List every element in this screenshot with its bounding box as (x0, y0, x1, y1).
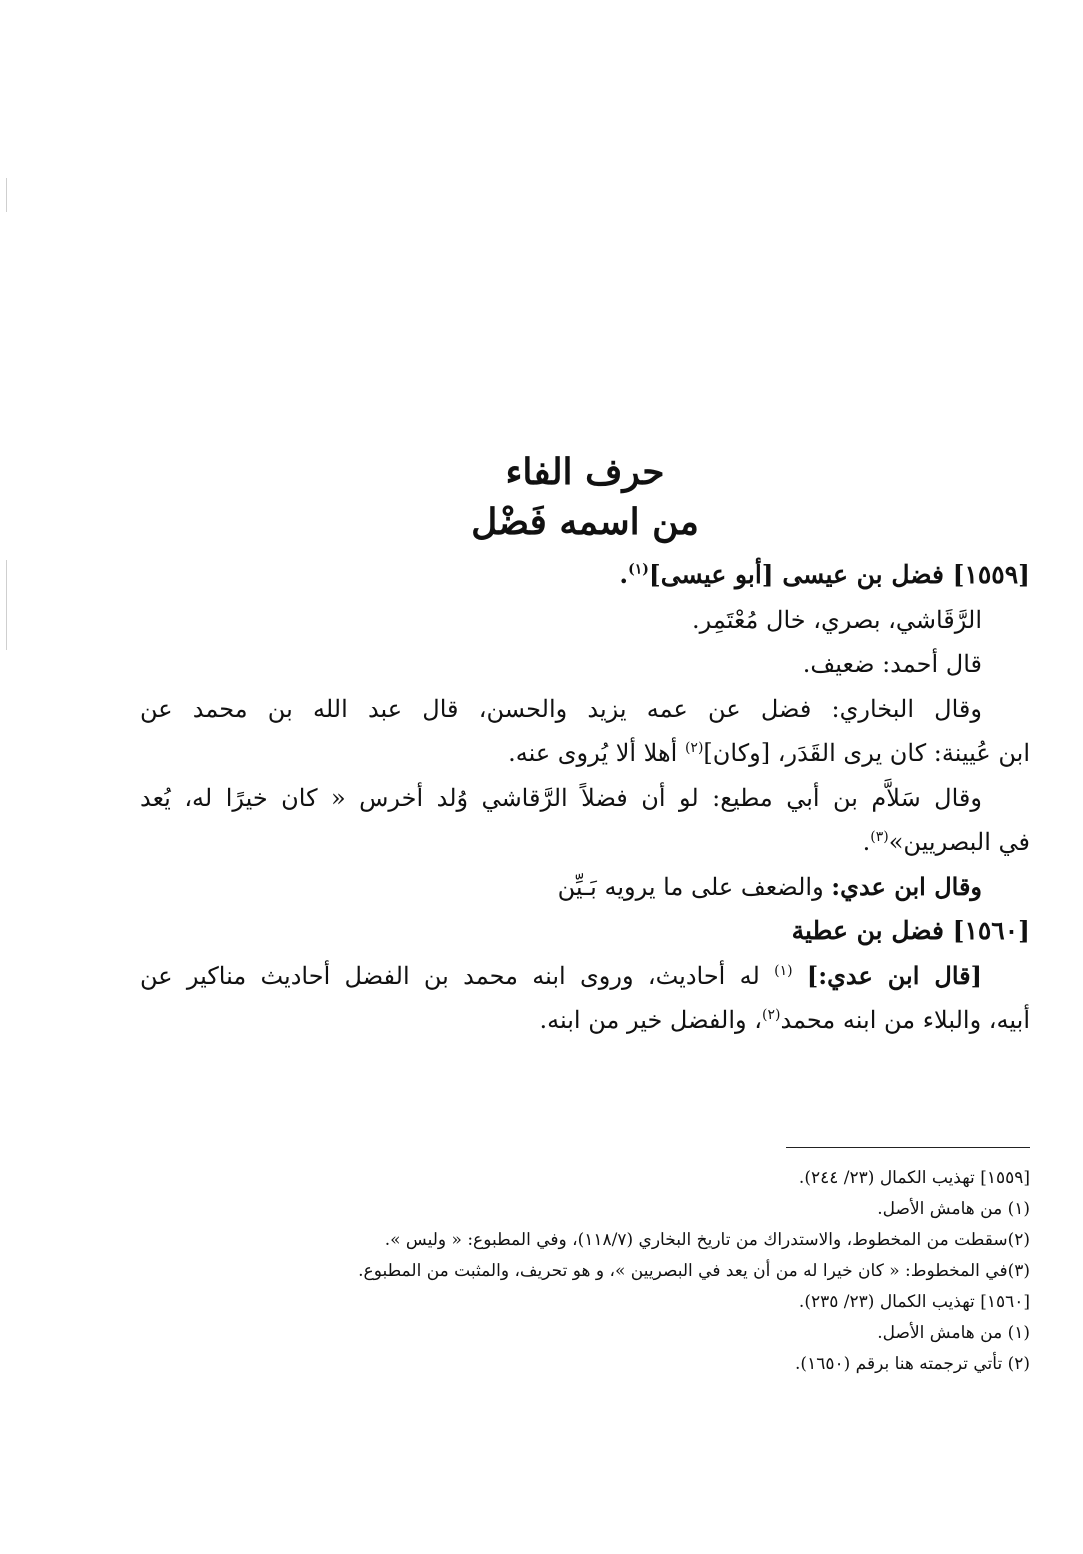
entry-line: قال أحمد: ضعيف. (802, 650, 982, 678)
footnote-ref: (٢) (761, 1007, 781, 1023)
footnote-ref: (٢) (684, 740, 704, 756)
paragraph-text: أهلا ألا يُروى عنه. (508, 739, 685, 767)
footnote: (١) من هامش الأصل. (877, 1199, 1030, 1219)
chapter-title: حرف الفاء (505, 451, 665, 493)
paragraph-line: وقال سَلاَّم بن أبي مطيع: لو أن فضلاً الرَّقاشي وُلد أخرس « كان خيرًا له، يُعد (140, 783, 982, 812)
paragraph-text: أبيه، والبلاء من ابنه محمد (780, 1006, 1030, 1034)
footnote: (٣)في المخطوط: « كان خيرا له من أن يعد في البصريين »، و هو تحريف، والمثبت من المطبوع. (358, 1261, 1030, 1281)
paragraph-text: ابن عُيينة: كان يرى القَدَر، [وكان] (703, 739, 1030, 767)
chapter-subtitle: من اسمه فَضْل (471, 501, 699, 543)
footnote: [١٥٥٩] تهذيب الكمال (٢٣/ ٢٤٤). (798, 1168, 1030, 1188)
footnote-ref: (١) (774, 962, 793, 979)
book-page (140, 0, 1030, 1554)
paragraph-line (140, 820, 1030, 865)
footnote: (١) من هامش الأصل. (877, 1323, 1030, 1343)
footnote-ref: (١) (628, 561, 649, 578)
footnote: (٢) تأتي ترجمته هنا برقم (١٦٥٠). (795, 1354, 1030, 1374)
footnote: (٢)سقطت من المخطوط، والاستدراك من تاريخ البخاري (١١٨/٧)، وفي المطبوع: « وليس ». (384, 1230, 1030, 1250)
entry-heading-1560: [١٥٦٠] فضل بن عطية (791, 916, 1030, 945)
paragraph-text: ، والفضل خير من ابنه. (539, 1006, 762, 1034)
paragraph-text: في البصريين» (888, 828, 1030, 856)
entry-line: الرَّقَاشي، بصري، خال مُعْتَمِر. (691, 605, 982, 634)
scan-edge-mark (6, 178, 7, 212)
ibn-adi-label: وقال ابن عدي: (831, 871, 982, 901)
paragraph-line (140, 731, 1030, 776)
entry-heading-text: [١٥٥٩] فضل بن عيسى [أبو عيسى] (648, 560, 1030, 589)
ibn-adi-label: [قال ابن عدي:] (806, 960, 982, 990)
footnotes (140, 1163, 1030, 1380)
ibn-adi-text: والضعف على ما يرويه بَـيِّن (557, 872, 832, 901)
ibn-adi-line (140, 865, 1030, 910)
footnote: [١٥٦٠] تهذيب الكمال (٢٣/ ٢٣٥). (798, 1292, 1030, 1312)
body-text (140, 553, 1030, 1043)
scan-edge-mark (6, 560, 7, 650)
entry-heading-end: . (619, 560, 629, 589)
entry-heading-1559 (140, 553, 1030, 598)
paragraph-text: . (862, 828, 871, 856)
paragraph-line (140, 954, 1030, 999)
footnote-ref: (٣) (870, 829, 889, 845)
paragraph-line: وقال البخاري: فضل عن عمه يزيد والحسن، قال عبد الله بن محمد عن (140, 694, 982, 723)
paragraph-line (140, 998, 1030, 1043)
footnote-divider (786, 1147, 1030, 1148)
paragraph-text: له أحاديث، وروى ابنه محمد بن الفضل أحاديث مناكير عن (140, 961, 775, 990)
